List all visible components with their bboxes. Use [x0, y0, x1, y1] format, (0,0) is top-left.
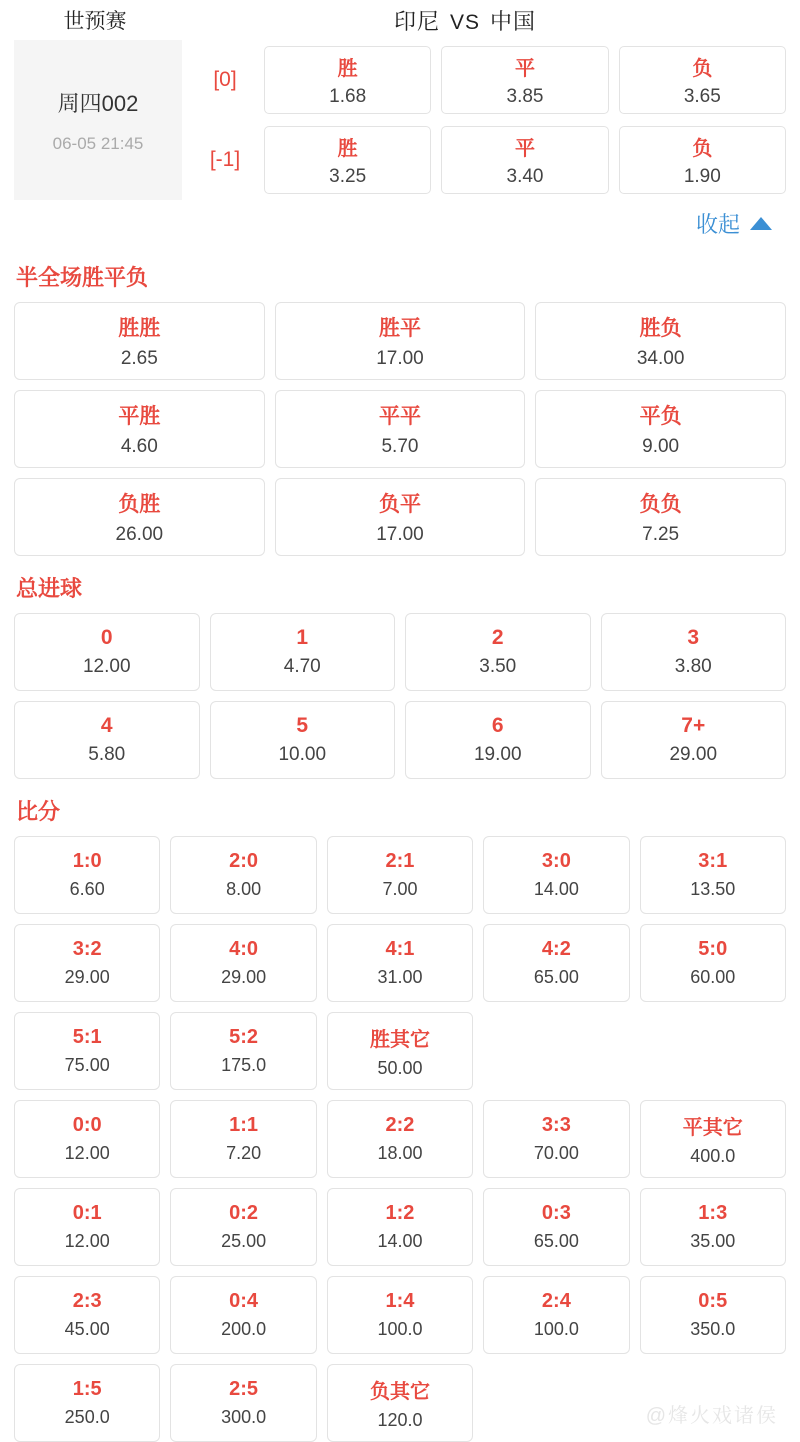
odds-cell[interactable] [640, 1276, 786, 1354]
odds-value: 100.0 [533, 1319, 579, 1339]
odds-cell-lose[interactable] [619, 126, 786, 194]
odds-cell[interactable] [483, 1276, 629, 1354]
odds-label: 负 [692, 138, 713, 160]
odds-value: 120.0 [377, 1410, 423, 1430]
odds-cell-empty [483, 1012, 629, 1090]
odds-label: 平 [514, 58, 535, 80]
odds-value: 400.0 [690, 1146, 736, 1166]
odds-cell[interactable] [327, 1188, 473, 1266]
odds-label: 胜胜 [118, 317, 161, 340]
odds-value: 250.0 [64, 1407, 110, 1427]
odds-cell[interactable] [170, 1188, 316, 1266]
odds-value: 3.85 [506, 86, 544, 107]
odds-cell[interactable] [640, 1188, 786, 1266]
odds-cell[interactable] [170, 1012, 316, 1090]
odds-value: 35.00 [690, 1231, 736, 1251]
match-time: 06-05 21:45 [52, 133, 144, 153]
odds-cell[interactable] [275, 302, 526, 380]
odds-value: 300.0 [221, 1407, 267, 1427]
odds-label: 4:0 [229, 938, 259, 960]
odds-label: 胜 [337, 58, 358, 80]
odds-label: 平胜 [118, 405, 161, 428]
odds-cell[interactable] [14, 478, 265, 556]
watermark: @烽火戏诸侯 [645, 1405, 778, 1427]
odds-cell[interactable] [14, 836, 160, 914]
odds-label: 0:0 [72, 1114, 102, 1136]
odds-label: 6 [491, 714, 504, 737]
odds-cell[interactable] [327, 1276, 473, 1354]
odds-label: 4 [100, 714, 113, 737]
odds-cell[interactable] [210, 613, 396, 691]
odds-label: 5 [296, 714, 309, 737]
odds-value: 4.70 [283, 656, 321, 677]
odds-label: 平其它 [682, 1117, 743, 1139]
match-info[interactable] [14, 40, 182, 200]
odds-value: 31.00 [377, 967, 423, 987]
odds-value: 200.0 [221, 1319, 267, 1339]
odds-value: 7.00 [382, 879, 418, 899]
odds-label: 1 [296, 626, 309, 649]
odds-label: 1:0 [72, 850, 102, 872]
odds-value: 6.60 [69, 879, 105, 899]
odds-label: 负其它 [369, 1381, 430, 1403]
handicap-label: [0] [213, 68, 237, 91]
odds-cell[interactable] [170, 1100, 316, 1178]
odds-cell[interactable] [275, 478, 526, 556]
odds-value: 5.80 [88, 744, 126, 765]
section-title: 总进球 [16, 576, 83, 601]
odds-label: 胜负 [639, 317, 682, 340]
odds-label: 3:0 [541, 850, 571, 872]
odds-label: 5:1 [72, 1026, 102, 1048]
odds-cell[interactable] [640, 836, 786, 914]
odds-cell[interactable] [327, 1100, 473, 1178]
odds-cell[interactable] [14, 1364, 160, 1442]
odds-label: 2:1 [385, 850, 415, 872]
match-teams [190, 5, 800, 36]
odds-value: 5.70 [381, 436, 419, 457]
odds-value: 70.00 [533, 1143, 579, 1163]
odds-label: 0:3 [541, 1202, 571, 1224]
odds-value: 50.00 [377, 1058, 423, 1078]
odds-cell[interactable] [14, 1276, 160, 1354]
odds-cell-draw[interactable] [441, 126, 608, 194]
odds-label: 胜 [337, 138, 358, 160]
odds-cell[interactable] [14, 701, 200, 779]
collapse-toggle[interactable] [0, 200, 800, 245]
odds-label: 2:3 [72, 1290, 102, 1312]
odds-label: 负胜 [118, 493, 161, 516]
odds-value: 3.80 [674, 656, 712, 677]
odds-label: 胜其它 [369, 1029, 430, 1051]
odds-label: 3:1 [698, 850, 728, 872]
vs-label: VS [449, 10, 480, 34]
odds-label: 2:4 [541, 1290, 571, 1312]
odds-label: 1:1 [229, 1114, 259, 1136]
page-header [0, 0, 800, 40]
odds-label: 0:2 [229, 1202, 259, 1224]
league-name: 世预赛 [63, 10, 127, 33]
odds-value: 7.25 [642, 524, 680, 545]
odds-cell[interactable] [14, 924, 160, 1002]
odds-label: 5:2 [229, 1026, 259, 1048]
section-correct-score [0, 779, 800, 1442]
odds-value: 25.00 [221, 1231, 267, 1251]
odds-label: 负 [692, 58, 713, 80]
odds-cell[interactable] [210, 701, 396, 779]
odds-value: 3.25 [329, 166, 367, 187]
main-odds-area [186, 40, 786, 200]
odds-cell[interactable] [640, 924, 786, 1002]
odds-cell[interactable] [14, 1100, 160, 1178]
section-halftime-fulltime [0, 245, 800, 556]
odds-label: 4:1 [385, 938, 415, 960]
odds-cell[interactable] [601, 701, 787, 779]
odds-value: 12.00 [64, 1143, 110, 1163]
odds-value: 175.0 [221, 1055, 267, 1075]
odds-value: 1.90 [683, 166, 721, 187]
section-title: 比分 [16, 799, 61, 824]
odds-cell[interactable] [327, 836, 473, 914]
chevron-up-icon [750, 217, 772, 230]
odds-cell[interactable] [170, 836, 316, 914]
odds-label: 1:5 [72, 1378, 102, 1400]
odds-value: 14.00 [533, 879, 579, 899]
odds-cell[interactable] [601, 613, 787, 691]
odds-value: 29.00 [64, 967, 110, 987]
odds-label: 1:3 [698, 1202, 728, 1224]
odds-cell[interactable] [14, 613, 200, 691]
match-block [0, 40, 800, 200]
odds-value: 1.68 [329, 86, 367, 107]
section-total-goals [0, 556, 800, 779]
odds-value: 7.20 [226, 1143, 262, 1163]
odds-grid [0, 836, 800, 1442]
odds-value: 3.40 [506, 166, 544, 187]
odds-label: 2:2 [385, 1114, 415, 1136]
odds-cell[interactable] [535, 302, 786, 380]
odds-value: 65.00 [533, 967, 579, 987]
odds-value: 29.00 [669, 744, 718, 765]
odds-value: 8.00 [226, 879, 262, 899]
odds-cell[interactable] [14, 1012, 160, 1090]
odds-value: 4.60 [120, 436, 158, 457]
odds-label: 5:0 [698, 938, 728, 960]
odds-value: 350.0 [690, 1319, 736, 1339]
odds-grid [0, 613, 800, 779]
odds-cell[interactable] [640, 1100, 786, 1178]
odds-row [186, 40, 786, 120]
odds-value: 45.00 [64, 1319, 110, 1339]
odds-cell-win[interactable] [264, 46, 431, 114]
odds-label: 负平 [378, 493, 421, 516]
odds-cell-empty [483, 1364, 629, 1442]
odds-label: 0 [100, 626, 113, 649]
odds-label: 平 [514, 138, 535, 160]
odds-cell[interactable] [327, 1012, 473, 1090]
odds-value: 13.50 [690, 879, 736, 899]
odds-cells [264, 46, 786, 114]
odds-cell-lose[interactable] [619, 46, 786, 114]
odds-value: 34.00 [636, 348, 685, 369]
odds-cell[interactable] [327, 1364, 473, 1442]
odds-grid [0, 302, 800, 556]
odds-cell[interactable] [14, 302, 265, 380]
odds-cell[interactable] [483, 1100, 629, 1178]
odds-cells [264, 126, 786, 194]
odds-value: 75.00 [64, 1055, 110, 1075]
odds-label: 平平 [378, 405, 421, 428]
odds-value: 12.00 [82, 656, 131, 677]
odds-label: 1:4 [385, 1290, 415, 1312]
handicap-label: [-1] [209, 148, 241, 171]
odds-value: 65.00 [533, 1231, 579, 1251]
odds-cell[interactable] [483, 924, 629, 1002]
odds-value: 29.00 [221, 967, 267, 987]
odds-cell[interactable] [483, 1188, 629, 1266]
odds-value: 3.50 [479, 656, 517, 677]
match-id: 周四002 [57, 90, 139, 116]
odds-cell[interactable] [535, 390, 786, 468]
odds-label: 3 [687, 626, 700, 649]
odds-cell[interactable] [405, 701, 591, 779]
odds-value: 9.00 [642, 436, 680, 457]
collapse-label: 收起 [695, 212, 740, 237]
away-team: 中国 [490, 8, 537, 34]
odds-cell[interactable] [170, 924, 316, 1002]
odds-value: 19.00 [473, 744, 522, 765]
odds-label: 1:2 [385, 1202, 415, 1224]
odds-value: 26.00 [115, 524, 164, 545]
odds-label: 2 [491, 626, 504, 649]
odds-cell[interactable] [327, 924, 473, 1002]
odds-label: 7+ [681, 714, 706, 737]
odds-value: 3.65 [683, 86, 721, 107]
odds-value: 17.00 [376, 524, 424, 545]
odds-label: 4:2 [541, 938, 571, 960]
odds-cell-win[interactable] [264, 126, 431, 194]
odds-label: 平负 [639, 405, 682, 428]
odds-cell-draw[interactable] [441, 46, 608, 114]
odds-value: 60.00 [690, 967, 736, 987]
odds-row [186, 120, 786, 200]
odds-value: 10.00 [278, 744, 327, 765]
odds-label: 3:2 [72, 938, 102, 960]
odds-cell[interactable] [14, 1188, 160, 1266]
odds-value: 100.0 [377, 1319, 423, 1339]
odds-label: 0:1 [72, 1202, 102, 1224]
odds-label: 3:3 [541, 1114, 571, 1136]
odds-cell-empty [640, 1012, 786, 1090]
odds-cell[interactable] [275, 390, 526, 468]
odds-cell[interactable] [14, 390, 265, 468]
odds-value: 18.00 [377, 1143, 423, 1163]
odds-cell[interactable] [535, 478, 786, 556]
odds-cell[interactable] [170, 1364, 316, 1442]
odds-value: 17.00 [376, 348, 424, 369]
odds-value: 14.00 [377, 1231, 423, 1251]
odds-label: 胜平 [378, 317, 421, 340]
odds-label: 2:0 [229, 850, 259, 872]
home-team: 印尼 [393, 8, 440, 34]
odds-label: 0:5 [698, 1290, 728, 1312]
odds-value: 12.00 [64, 1231, 110, 1251]
odds-value: 2.65 [120, 348, 158, 369]
odds-label: 2:5 [229, 1378, 259, 1400]
odds-cell[interactable] [170, 1276, 316, 1354]
odds-label: 0:4 [229, 1290, 259, 1312]
odds-label: 负负 [639, 493, 682, 516]
odds-cell[interactable] [483, 836, 629, 914]
section-title: 半全场胜平负 [16, 265, 149, 290]
odds-cell[interactable] [405, 613, 591, 691]
